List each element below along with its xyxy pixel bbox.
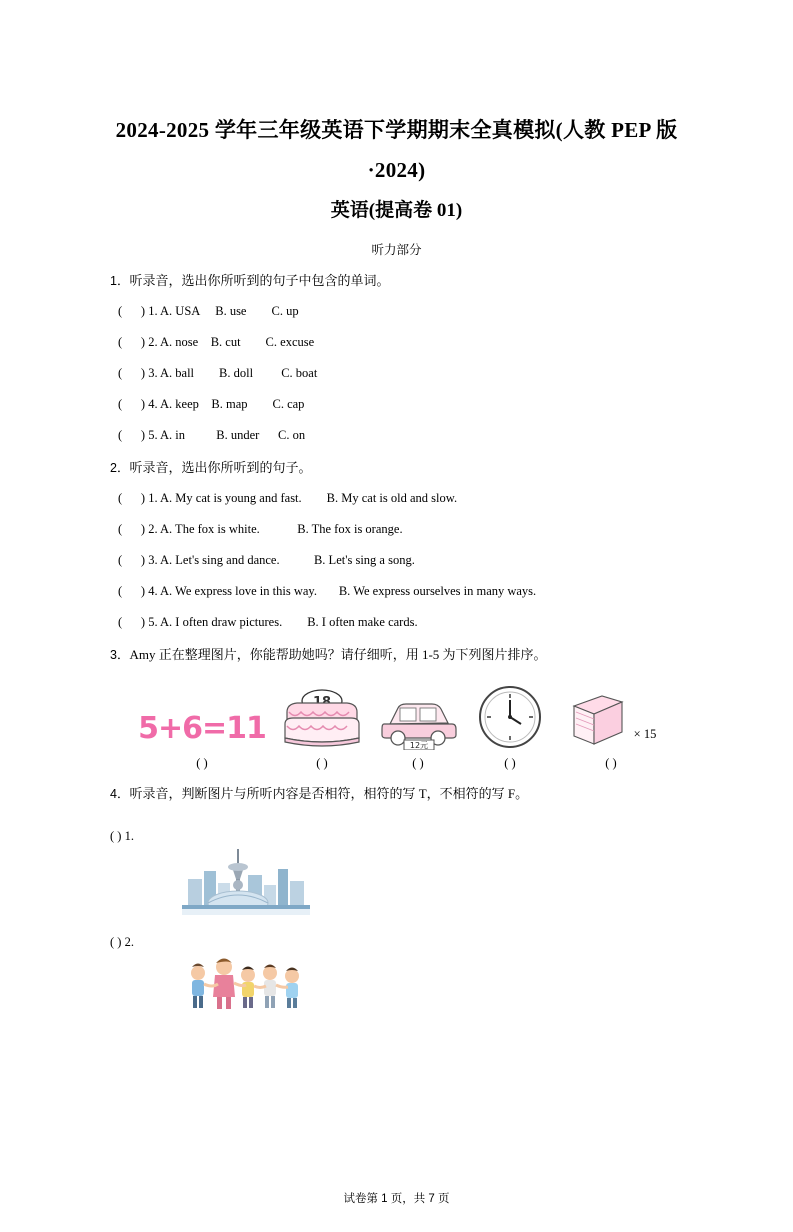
- question-2-text: 听录音，选出你所听到的句子。: [129, 460, 312, 475]
- clock-icon: [464, 684, 556, 750]
- question-3-number: 3．: [110, 648, 130, 662]
- question-2-prompt: [110, 453, 683, 483]
- question-2-item-4[interactable]: ( ) 4. A. We express love in this way. B. We express ourselves in many ways.: [118, 584, 537, 598]
- question-1-item-2[interactable]: ( ) 2. A. nose B. cut C. excuse: [118, 335, 315, 349]
- question-1-prompt: [110, 266, 683, 296]
- question-4-prompt: [110, 779, 683, 809]
- page-subtitle: 英语(提高卷 01): [330, 200, 463, 221]
- cake-icon: [272, 688, 372, 750]
- car-icon: [372, 690, 464, 750]
- question-1-item-3[interactable]: ( ) 3. A. ball B. doll C. boat: [118, 366, 318, 380]
- question-4-item-1[interactable]: ( ) 1.: [110, 829, 134, 843]
- question-3-answer-blanks: [110, 756, 683, 771]
- question-3-picture-row: [110, 676, 683, 750]
- books-icon: [556, 688, 666, 750]
- exam-page: [0, 110, 793, 1232]
- question-2-item-3[interactable]: ( ) 3. A. Let's sing and dance. B. Let's sing a song.: [118, 553, 415, 567]
- section-heading: 听力部分: [371, 243, 422, 257]
- question-1-item-5[interactable]: ( ) 5. A. in B. under C. on: [118, 428, 306, 442]
- answer-blank-2[interactable]: ( ): [316, 756, 328, 770]
- question-4-item-2[interactable]: ( ) 2.: [110, 935, 134, 949]
- family-walking-image: [182, 951, 683, 1013]
- answer-blank-3[interactable]: ( ): [412, 756, 424, 770]
- page-footer: 试卷第 1 页，共 7 页: [343, 1193, 450, 1205]
- question-1-number: 1．: [110, 274, 130, 288]
- page-title: 2024-2025 学年三年级英语下学期期末全真模拟(人教 PEP 版·2024): [115, 118, 678, 182]
- question-1-item-1[interactable]: ( ) 1. A. USA B. use C. up: [118, 304, 299, 318]
- equation-text: 5+6=11: [138, 711, 266, 746]
- answer-blank-4[interactable]: ( ): [504, 756, 516, 770]
- question-3-text: Amy 正在整理图片，你能帮助她吗？请仔细听，用 1-5 为下列图片排序。: [129, 647, 547, 662]
- question-1-item-4[interactable]: ( ) 4. A. keep B. map C. cap: [118, 397, 305, 411]
- answer-blank-1[interactable]: ( ): [196, 756, 208, 770]
- books-multiplier-label: × 15: [633, 727, 657, 741]
- question-1-text: 听录音，选出你所听到的句子中包含的单词。: [129, 273, 390, 288]
- question-4-number: 4．: [110, 787, 130, 801]
- answer-blank-5[interactable]: ( ): [605, 756, 617, 770]
- question-2-number: 2．: [110, 461, 130, 475]
- question-4-text: 听录音，判断图片与所听内容是否相符，相符的写 T，不相符的写 F。: [129, 786, 529, 801]
- question-2-item-5[interactable]: ( ) 5. A. I often draw pictures. B. I often make cards.: [118, 615, 418, 629]
- car-price-label: 12元: [409, 741, 429, 750]
- city-skyline-image: [182, 845, 683, 915]
- question-3-prompt: [110, 640, 683, 670]
- question-2-item-1[interactable]: ( ) 1. A. My cat is young and fast. B. My cat is old and slow.: [118, 491, 458, 505]
- question-2-item-2[interactable]: ( ) 2. A. The fox is white. B. The fox is orange.: [118, 522, 403, 536]
